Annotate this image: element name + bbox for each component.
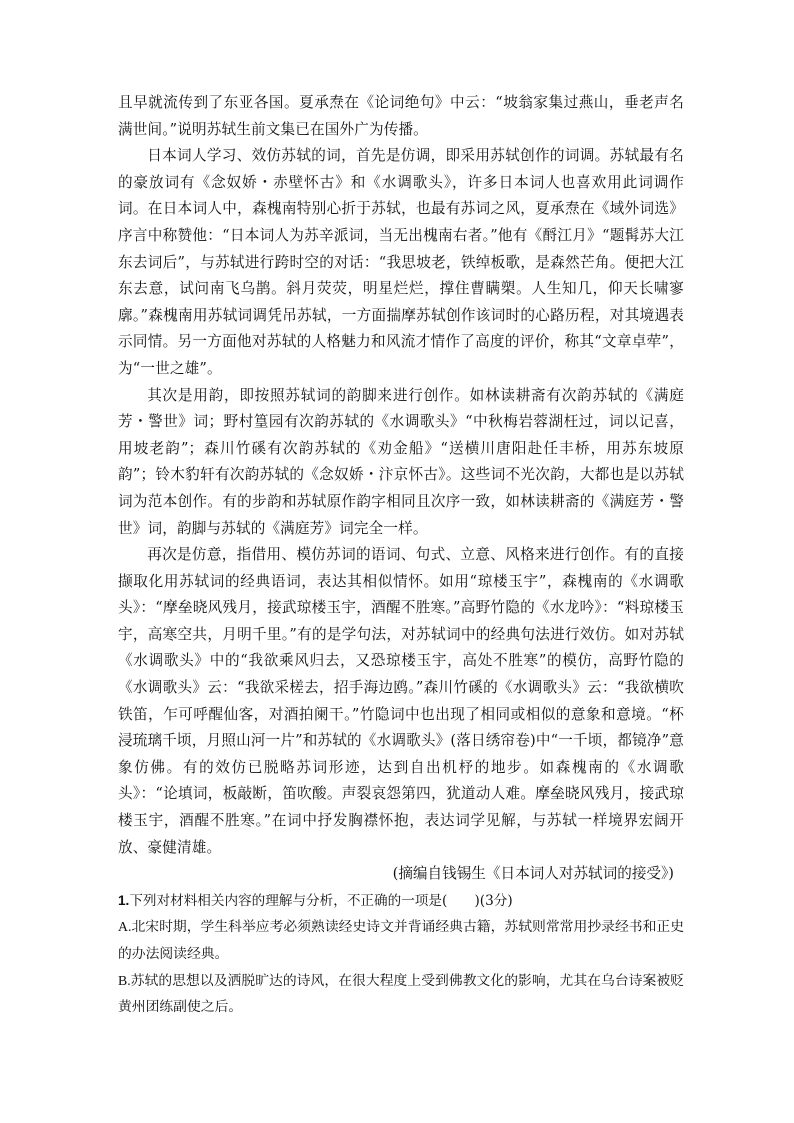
document-page (118, 90, 684, 1021)
question-1 (118, 888, 684, 915)
question-number: 1. (118, 892, 130, 908)
question-text: 下列对材料相关内容的理解与分析，不正确的一项是( )(3分) (129, 892, 513, 909)
passage-paragraph-imitating-meaning: 再次是仿意，指借用、模仿苏词的语词、句式、立意、风格来进行创作。有的直接撷取化用苏轼词的经典语词，表达其相似情怀。如用“琼楼玉宇”，森槐南的《水调歌头》：“摩垒晓风残月，接武琼楼玉宇，酒醒不胜寒。”高野竹隐的《水龙吟》：“料琼楼玉宇，高寒空共，月明千里。”有的是学句法，对苏轼词中的经典句法进行效仿。如对苏轼《水调歌头》中的“我欲乘风归去，又恐琼楼玉宇，高处不胜寒”的模仿，高野竹隐的《水调歌头》云：“我欲采槎去，招手海边鸥。”森川竹磎的《水调歌头》云：“我欲横吹铁笛，乍可呼醒仙客，对酒拍阑干。”竹隐词中也出现了相同或相似的意象和意境。“杯浸琉璃千顷，月照山河一片”和苏轼的《水调歌头》(落日绣帘卷)中“一千顷，都镜净”意象仿佛。有的效仿已脱略苏词形迹，达到自出机杼的地步。如森槐南的《水调歌头》：“论填词，板敲断，笛吹酸。声裂哀怨第四，犹道动人难。摩垒晓风残月，接武琼楼玉宇，酒醒不胜寒。”在词中抒发胸襟怀抱，表达词学见解，与苏轼一样境界宏阔开放、豪健清雄。 (118, 546, 684, 856)
option-a-text: 北宋时期，学生科举应考必须熟读经史诗文并背诵经典古籍，苏轼则常常用抄录经书和正史的办法阅读经典。 (118, 919, 684, 962)
option-b-label: B. (118, 972, 131, 988)
option-b-text: 苏轼的思想以及洒脱旷达的诗风，在很大程度上受到佛教文化的影响，尤其在乌台诗案被贬黄州团练副使之后。 (118, 972, 684, 1016)
passage-source-citation: (摘编自钱锡生《日本词人对苏轼词的接受》) (392, 865, 674, 883)
option-a (118, 914, 684, 967)
passage-paragraph-imitating-tune: 日本词人学习、效仿苏轼的词，首先是仿调，即采用苏轼创作的词调。苏轼最有名的豪放词有《念奴娇・赤壁怀古》和《水调歌头》，许多日本词人也喜欢用此词调作词。在日本词人中，森槐南特别心折于苏轼，也最有苏词之风，夏承焘在《域外词选》序言中称赞他：“日本词人为苏辛派词，当无出槐南右者。”他有《酹江月》“题髯苏大江东去词后”，与苏轼进行跨时空的对话：“我思坡老，铁绰板歌，是森然芒角。便把大江东去意，试问南飞乌鹊。斜月荧荧，明星烂烂，撑住曹瞒槊。人生知几，仰天长啸寥廓。”森槐南用苏轼词调凭吊苏轼，一方面揣摩苏轼创作该词时的心路历程，对其境遇表示同情。另一方面他对苏轼的人格魅力和风流才情作了高度的评价，称其“文章卓荦”，为“一世之雄”。 (118, 147, 684, 377)
option-b (118, 968, 684, 1021)
option-a-label: A. (118, 919, 132, 935)
passage-paragraph-rhyme: 其次是用韵，即按照苏轼词的韵脚来进行创作。如林读耕斋有次韵苏轼的《满庭芳・警世》词；野村篁园有次韵苏轼的《水调歌头》“中秋梅岩蓉湖枉过，词以记喜，用坡老韵”；森川竹磎有次韵苏轼的《劝金船》“送横川唐阳赴任丰桥，用苏东坡原韵”；铃木豹轩有次韵苏轼的《念奴娇・汴京怀古》。这些词不光次韵，大都也是以苏轼词为范本创作。有的步韵和苏轼原作韵字相同且次序一致，如林读耕斋的《满庭芳・警世》词，韵脚与苏轼的《满庭芳》词完全一样。 (118, 386, 684, 537)
passage-paragraph-continuation: 且早就流传到了东亚各国。夏承焘在《论词绝句》中云：“坡翁家集过燕山，垂老声名满世间。”说明苏轼生前文集已在国外广为传播。 (118, 94, 684, 138)
